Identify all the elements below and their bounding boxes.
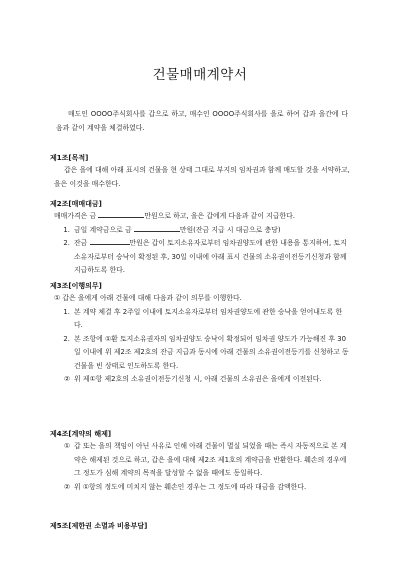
article-2-item-1 <box>54 224 350 238</box>
item-text <box>74 224 350 238</box>
item-text: 위 제①항 제2호의 소유권이전등기신청 시, 아래 건물의 소유권은 을에게 이전된다. <box>74 375 322 383</box>
item-text-before: 금일 계약금으로 금 <box>74 225 132 234</box>
article-3-item-2 <box>54 333 350 374</box>
item-text-before: 잔금 <box>74 239 88 247</box>
article-1-text: 갑은 을에 대해 아래 표시의 건물을 현 상태 그대로 부지의 임차권과 함께 매도할 것을 서약하고, 을은 이것을 매수한다. <box>54 166 350 188</box>
item-text <box>74 237 350 278</box>
item-number: ② <box>63 375 70 383</box>
article-3-body <box>54 292 350 387</box>
item-number: 2. <box>63 239 70 247</box>
item-number: 2. <box>63 334 70 343</box>
article-3-title: 제3조[이행의무] <box>50 282 102 290</box>
item-text-after: 만원은 갑이 토지소유자로부터 임차권양도에 관한 내용을 통지하여, 토지 소유자로부터 승낙이 확정된 후, 30일 이내에 아래 표시 건물의 소유권이전등기신청과 함께 지급하도록 한다. <box>74 239 347 274</box>
item-text-after: 만원(잔금 지급 시 대금으로 충당) <box>179 225 281 234</box>
article-4-body <box>54 440 350 494</box>
article-4-item-2 <box>54 481 350 495</box>
article-4-title: 제4조[계약의 해제] <box>50 430 112 438</box>
item-text: 위 ①항의 정도에 미치지 않는 훼손인 경우는 그 정도에 따라 대금을 감액한다. <box>74 482 307 491</box>
article-1-body <box>54 164 350 191</box>
deposit-blank <box>134 225 180 232</box>
article-3-lead: ① 갑은 을에게 아래 건물에 대해 다음과 같이 의무를 이행한다. <box>54 294 242 302</box>
balance-blank <box>90 238 130 245</box>
intro-paragraph <box>56 108 348 135</box>
article-2-lead-before: 매매가격은 금 <box>54 212 97 220</box>
item-number: 1. <box>63 225 70 234</box>
item-text: 본 조항에 ①환 토지소유권자의 임차권양도 승낙이 확정되어 임차권 양도가 가능해진 후 30일 이내에 위 제2조 제2호의 잔금 지급과 동시에 아래 건물의 소유권이전등기를 신청하고 동 건물을 빈 상태로 인도하도록 한다. <box>74 334 349 370</box>
intro-text: 매도인 OOOO주식회사를 갑으로 하고, 매수인 OOOO주식회사를 을로 하여 갑과 을간에 다음과 같이 계약을 체결하였다. <box>56 110 348 132</box>
item-number: ② <box>63 482 70 491</box>
item-number: 1. <box>63 307 70 316</box>
article-2-body <box>54 210 350 278</box>
article-2-lead <box>54 210 350 224</box>
article-4-item-1 <box>54 440 350 481</box>
item-number: ① <box>63 442 70 450</box>
item-text: 본 계약 체결 후 2주일 이내에 토지소유자로부터 임차권양도에 관한 승낙을 얻어내도록 한다. <box>74 307 343 329</box>
article-2-title: 제2조[매매대금] <box>50 200 102 208</box>
article-3-item-3 <box>54 373 350 387</box>
document-title: 건물매매계약서 <box>152 67 248 83</box>
article-5-title: 제5조[제한권 소멸과 비용부담] <box>50 522 148 530</box>
article-3-item-1 <box>54 306 350 333</box>
article-2-lead-after: 만원으로 하고, 을은 갑에게 다음과 같이 지급한다. <box>144 212 295 220</box>
article-1-title: 제1조[목적] <box>50 154 89 162</box>
item-text: 갑 또는 을의 책임이 아닌 사유로 인해 아래 건물이 멸실 되었을 때는 즉시 자동적으로 본 계약은 해제된 것으로 하고, 갑은 을에 대해 제2조 제1호의 계약금을 반환한다. 훼손의 경우에 그 정도가 심해 계약의 목적을 달성할 수 없을 때에도 동일하다. <box>74 442 347 477</box>
price-blank <box>98 211 144 218</box>
article-2-item-2 <box>54 237 350 278</box>
